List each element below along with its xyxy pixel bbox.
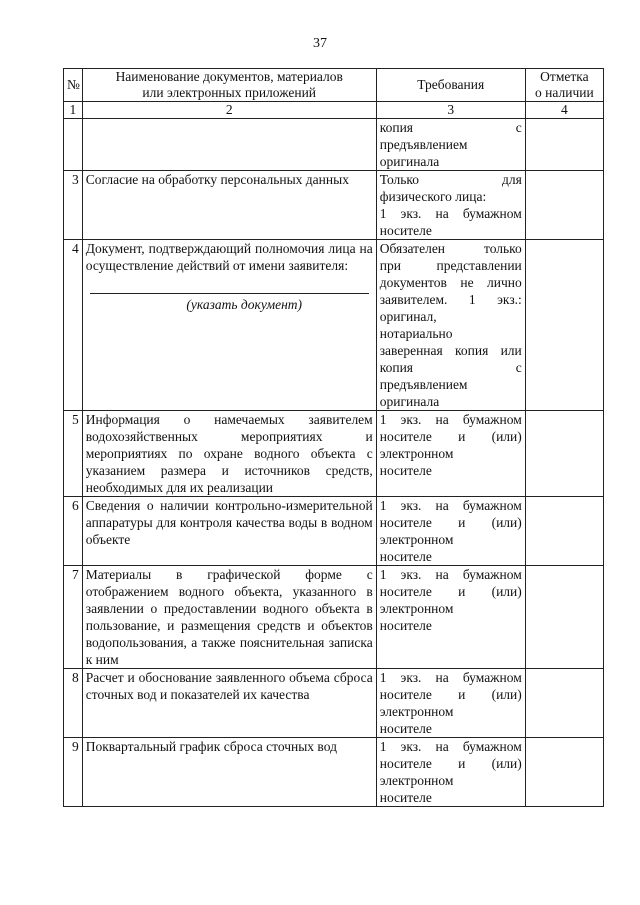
table-row: [64, 240, 604, 411]
requirement-line: предъявлением: [379, 377, 468, 392]
requirement-line: Только для: [379, 172, 522, 187]
requirement-line: носителе: [379, 790, 432, 805]
requirement-line: предъявлением: [379, 137, 468, 152]
requirement-line: 1 экз. на бумажном: [379, 498, 522, 513]
requirement-line: копия с: [379, 360, 522, 375]
table-row: [64, 171, 604, 240]
requirement-line: оригинала: [379, 394, 440, 409]
requirement-line: носителе: [379, 223, 432, 238]
requirement-line: носителе и (или): [379, 687, 522, 702]
mark-cell: [525, 497, 603, 566]
table-row: [64, 119, 604, 171]
requirement-line: электронном: [379, 773, 454, 788]
document-hint: (указать документ): [186, 297, 303, 312]
requirement-line: 1 экз. на бумажном: [379, 670, 522, 685]
table-row: [64, 497, 604, 566]
requirement-line: 1 экз. на бумажном: [379, 567, 522, 582]
requirements-cell: [376, 240, 525, 411]
mark-cell: [525, 119, 603, 171]
document-name: Поквартальный график сброса сточных вод: [82, 738, 376, 807]
mark-cell: [525, 240, 603, 411]
table-row: [64, 669, 604, 738]
mark-cell: [525, 411, 603, 497]
row-number: 4: [64, 240, 83, 411]
header-name: [82, 69, 376, 102]
document-name: Расчет и обоснование заявленного объема сброса сточных вод и показателей их качества: [82, 669, 376, 738]
requirement-line: при представлении: [379, 258, 522, 273]
column-index: 1: [64, 102, 83, 119]
column-index-row: [64, 102, 604, 119]
document-name: [82, 119, 376, 171]
requirement-line: нотариально: [379, 326, 453, 341]
requirement-line: носителе и (или): [379, 429, 522, 444]
requirement-line: носителе и (или): [379, 584, 522, 599]
column-index: 2: [82, 102, 376, 119]
document-name-cell: [82, 240, 376, 411]
requirement-line: носителе: [379, 618, 432, 633]
column-index: 3: [376, 102, 525, 119]
requirement-line: оригинал,: [379, 309, 437, 324]
requirement-line: электронном: [379, 601, 454, 616]
document-name: Документ, подтверждающий полномочия лица на осуществление действий от имени заявителя:: [85, 241, 373, 273]
row-number: 5: [64, 411, 83, 497]
requirement-line: копия с: [379, 120, 522, 135]
requirements-cell: [376, 497, 525, 566]
row-number: [64, 119, 83, 171]
requirement-line: оригинала: [379, 154, 440, 169]
requirement-line: 1 экз. на бумажном: [379, 412, 522, 427]
requirements-cell: [376, 411, 525, 497]
requirement-line: носителе и (или): [379, 756, 522, 771]
requirements-cell: [376, 171, 525, 240]
mark-cell: [525, 566, 603, 669]
header-mark-line2: о наличии: [535, 85, 594, 100]
row-number: 9: [64, 738, 83, 807]
table-row: [64, 738, 604, 807]
page-number: 37: [313, 36, 327, 51]
column-index: 4: [525, 102, 603, 119]
header-requirements: Требования: [376, 69, 525, 102]
requirement-line: носителе и (или): [379, 515, 522, 530]
mark-cell: [525, 738, 603, 807]
requirements-cell: [376, 738, 525, 807]
row-number: 6: [64, 497, 83, 566]
requirement-line: электронном: [379, 446, 454, 461]
header-name-line1: Наименование документов, материалов: [115, 69, 343, 84]
requirement-line: носителе: [379, 721, 432, 736]
requirement-line: 1 экз. на бумажном: [379, 739, 522, 754]
requirement-line: носителе: [379, 549, 432, 564]
header-name-line2: или электронных приложений: [142, 85, 317, 100]
documents-table: [63, 68, 604, 807]
mark-cell: [525, 669, 603, 738]
table-row: [64, 566, 604, 669]
mark-cell: [525, 171, 603, 240]
document-name: Согласие на обработку персональных данных: [82, 171, 376, 240]
requirement-line: заверенная копия или: [379, 343, 522, 358]
fill-in-line: [90, 292, 369, 294]
table-row: [64, 411, 604, 497]
header-mark-line1: Отметка: [540, 69, 589, 84]
document-name: Сведения о наличии контрольно-измерительной аппаратуры для контроля качества воды в водном объекте: [82, 497, 376, 566]
requirements-cell: [376, 669, 525, 738]
document-name: Материалы в графической форме с отображением водного объекта, указанного в заявлении о предоставлении водного объекта в пользование, и размещения средств и объектов водопользования, а также пояснительная записка к ним: [82, 566, 376, 669]
requirement-line: Обязателен только: [379, 241, 522, 256]
header-mark: [525, 69, 603, 102]
requirement-line: физического лица:: [379, 189, 487, 204]
row-number: 8: [64, 669, 83, 738]
requirements-cell: [376, 566, 525, 669]
document-name: Информация о намечаемых заявителем водохозяйственных мероприятиях и мероприятиях по охране водного объекта с указанием размера и источников средств, необходимых для их реализации: [82, 411, 376, 497]
requirement-line: 1 экз. на бумажном: [379, 206, 522, 221]
header-number: №: [64, 69, 83, 102]
table-header-row: [64, 69, 604, 102]
requirement-line: электронном: [379, 704, 454, 719]
requirement-line: документов не лично: [379, 275, 522, 290]
requirement-line: электронном: [379, 532, 454, 547]
row-number: 3: [64, 171, 83, 240]
row-number: 7: [64, 566, 83, 669]
requirement-line: заявителем. 1 экз.:: [379, 292, 522, 307]
requirement-line: носителе: [379, 463, 432, 478]
requirements-cell: [376, 119, 525, 171]
